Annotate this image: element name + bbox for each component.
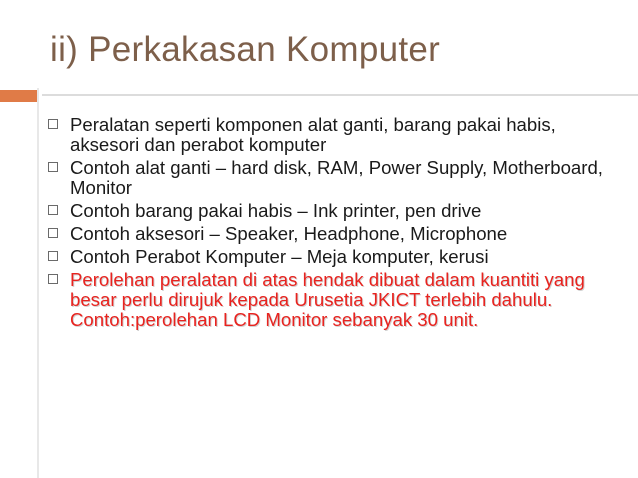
bullet-item-highlight: [40, 270, 630, 330]
bullet-item: [40, 224, 630, 244]
bullet-item: [40, 201, 630, 221]
hollow-square-icon: [48, 119, 58, 129]
bullet-list: [40, 115, 630, 333]
slide-title: ii) Perkakasan Komputer: [50, 30, 441, 69]
left-margin-line: [37, 88, 39, 478]
hollow-square-icon: [48, 274, 58, 284]
bullet-item: [40, 115, 630, 155]
hollow-square-icon: [48, 162, 58, 172]
bullet-item: [40, 158, 630, 198]
hollow-square-icon: [48, 251, 58, 261]
accent-bar: [0, 90, 37, 102]
bullet-text: Contoh alat ganti – hard disk, RAM, Power Supply, Motherboard, Monitor: [70, 157, 603, 198]
hollow-square-icon: [48, 205, 58, 215]
bullet-text: Contoh aksesori – Speaker, Headphone, Microphone: [70, 223, 508, 244]
bullet-text: Peralatan seperti komponen alat ganti, barang pakai habis, aksesori dan perabot komputer: [70, 114, 556, 155]
bullet-text: Contoh barang pakai habis – Ink printer, pen drive: [70, 200, 482, 221]
bullet-item: [40, 247, 630, 267]
title-divider: [42, 94, 638, 96]
bullet-text: Contoh Perabot Komputer – Meja komputer, kerusi: [70, 246, 489, 267]
hollow-square-icon: [48, 228, 58, 238]
bullet-text: Perolehan peralatan di atas hendak dibuat dalam kuantiti yang besar perlu dirujuk kepada Urusetia JKICT terlebih dahulu. Contoh:perolehan LCD Monitor sebanyak 30 unit.: [70, 269, 585, 330]
